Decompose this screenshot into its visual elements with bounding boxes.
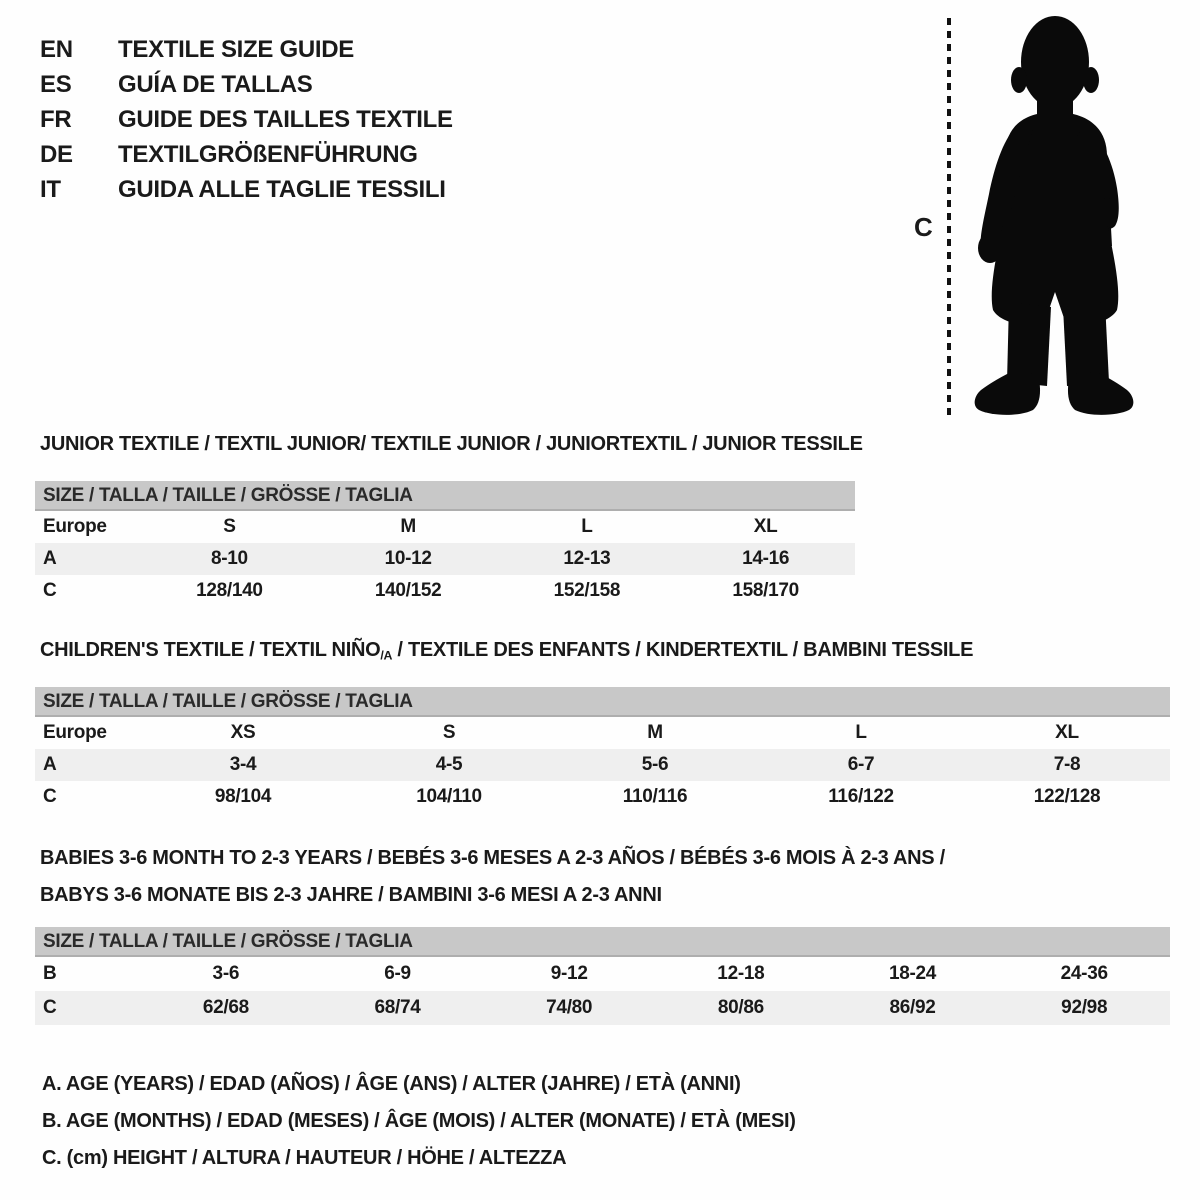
table-cell: 92/98 <box>1061 997 1108 1018</box>
table-cell: L <box>855 722 867 743</box>
children-size-table <box>35 687 1170 813</box>
junior-section-title: JUNIOR TEXTILE / TEXTIL JUNIOR/ TEXTILE JUNIOR / JUNIORTEXTIL / JUNIOR TESSILE <box>40 433 863 455</box>
junior-size-table <box>35 481 855 607</box>
table-row-age-months <box>35 957 1170 991</box>
table-cell: L <box>581 516 593 537</box>
table-cell: 116/122 <box>828 786 894 807</box>
table-cell: 6-7 <box>847 754 875 775</box>
row-label: Europe <box>43 516 107 537</box>
children-title-text: CHILDREN'S TEXTILE / TEXTIL NIÑO <box>40 639 381 661</box>
table-cell: 4-5 <box>435 754 463 775</box>
guide-title-de: TEXTILGRÖßENFÜHRUNG <box>118 141 418 168</box>
row-label: A <box>43 754 57 775</box>
table-cell: 128/140 <box>196 580 263 601</box>
children-title-subscript: /A <box>380 648 393 663</box>
table-row-age-years <box>35 749 1170 781</box>
language-title-block <box>40 32 453 207</box>
language-row-es <box>40 67 453 102</box>
table-cell: 140/152 <box>374 580 442 601</box>
table-cell: M <box>400 516 416 537</box>
table-cell: XS <box>230 722 256 743</box>
legend-footnotes <box>42 1066 796 1177</box>
language-row-it <box>40 172 453 207</box>
footnote-age-years: A. AGE (YEARS) / EDAD (AÑOS) / ÂGE (ANS) / ALTER (JAHRE) / ETÀ (ANNI) <box>42 1073 741 1095</box>
height-dashed-line <box>947 18 951 416</box>
toddler-silhouette-icon <box>966 14 1140 418</box>
row-label: Europe <box>43 722 107 743</box>
table-row-height-cm <box>35 781 1170 813</box>
table-row-age-years <box>35 543 855 575</box>
table-cell: 74/80 <box>546 997 593 1018</box>
language-row-fr <box>40 102 453 137</box>
footnote-height-cm: C. (cm) HEIGHT / ALTURA / HAUTEUR / HÖHE / ALTEZZA <box>42 1147 567 1169</box>
table-cell: 24-36 <box>1060 963 1108 984</box>
size-header-bar: SIZE / TALLA / TAILLE / GRÖSSE / TAGLIA <box>35 687 1170 717</box>
table-cell: 68/74 <box>374 997 421 1018</box>
table-cell: 18-24 <box>888 963 937 984</box>
table-cell: S <box>442 722 456 743</box>
table-cell: 7-8 <box>1053 754 1081 775</box>
table-cell: S <box>223 516 236 537</box>
table-cell: 98/104 <box>214 786 272 807</box>
table-cell: 110/116 <box>622 786 688 807</box>
guide-title-it: GUIDA ALLE TAGLIE TESSILI <box>118 176 446 203</box>
guide-title-fr: GUIDE DES TAILLES TEXTILE <box>118 106 453 133</box>
babies-section-title <box>40 840 945 914</box>
language-row-de <box>40 137 453 172</box>
language-code: DE <box>40 141 73 168</box>
table-cell: 14-16 <box>742 548 790 569</box>
table-row-europe <box>35 511 855 543</box>
row-label: C <box>43 580 57 601</box>
babies-title-line2: BABYS 3-6 MONATE BIS 2-3 JAHRE / BAMBINI 3-6 MESI A 2-3 ANNI <box>40 884 662 906</box>
language-code: EN <box>40 36 73 63</box>
table-cell: 152/158 <box>553 580 621 601</box>
table-cell: 122/128 <box>1033 786 1101 807</box>
table-cell: 3-4 <box>229 754 257 775</box>
table-row-height-cm <box>35 575 855 607</box>
language-code: IT <box>40 176 61 203</box>
table-cell: 5-6 <box>641 754 669 775</box>
row-label: C <box>43 786 57 807</box>
table-cell: 12-18 <box>717 963 765 984</box>
footnote-age-months: B. AGE (MONTHS) / EDAD (MESES) / ÂGE (MOIS) / ALTER (MONATE) / ETÀ (MESI) <box>42 1110 796 1132</box>
table-cell: 104/110 <box>416 786 482 807</box>
language-code: ES <box>40 71 72 98</box>
babies-size-table <box>35 927 1170 1025</box>
row-label: B <box>43 963 57 984</box>
table-cell: 12-13 <box>563 548 611 569</box>
table-cell: XL <box>753 516 778 537</box>
table-row-height-cm <box>35 991 1170 1025</box>
table-cell: 86/92 <box>889 997 936 1018</box>
table-row-europe <box>35 717 1170 749</box>
table-cell: 158/170 <box>732 580 799 601</box>
table-cell: 80/86 <box>717 997 764 1018</box>
table-cell: 9-12 <box>550 963 588 984</box>
children-section-title <box>40 638 973 667</box>
row-label: A <box>43 548 57 569</box>
guide-title-en: TEXTILE SIZE GUIDE <box>118 36 354 63</box>
table-cell: XL <box>1055 722 1079 743</box>
table-cell: 8-10 <box>210 548 248 569</box>
table-cell: M <box>647 722 663 743</box>
size-header-bar: SIZE / TALLA / TAILLE / GRÖSSE / TAGLIA <box>35 481 855 511</box>
height-measure-label: C <box>914 212 933 242</box>
table-cell: 3-6 <box>212 963 240 984</box>
table-cell: 62/68 <box>202 997 249 1018</box>
table-cell: 10-12 <box>384 548 432 569</box>
babies-title-line1: BABIES 3-6 MONTH TO 2-3 YEARS / BEBÉS 3-6 MESES A 2-3 AÑOS / BÉBÉS 3-6 MOIS À 2-3 ANS / <box>40 847 945 869</box>
row-label: C <box>43 997 57 1018</box>
language-row-en <box>40 32 453 67</box>
language-code: FR <box>40 106 72 133</box>
guide-title-es: GUÍA DE TALLAS <box>118 71 313 98</box>
children-title-text: / TEXTILE DES ENFANTS / KINDERTEXTIL / BAMBINI TESSILE <box>392 639 974 661</box>
table-cell: 6-9 <box>384 963 411 984</box>
size-header-bar: SIZE / TALLA / TAILLE / GRÖSSE / TAGLIA <box>35 927 1170 957</box>
